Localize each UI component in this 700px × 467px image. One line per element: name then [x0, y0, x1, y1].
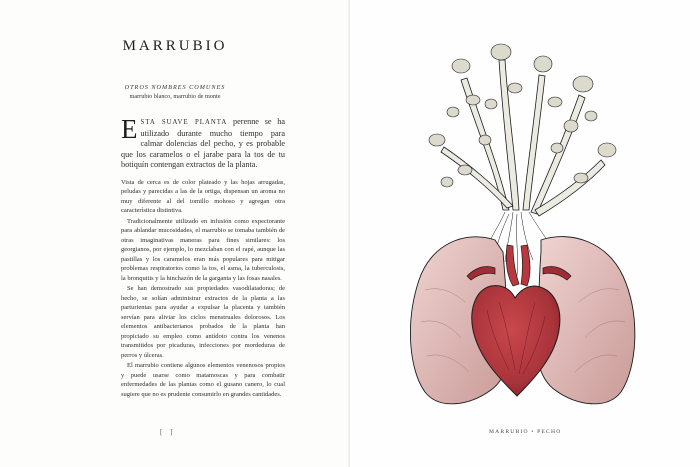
horehound-heart-lungs-illustration: [395, 40, 655, 420]
body-text: [121, 114, 285, 399]
common-names-label: OTROS NOMBRES COMUNES: [124, 84, 226, 91]
paragraph-2: Tradicionalmente utilizado en infusión como expectorante para ablandar mucosidades, el marrubio se tomaba también de otras imaginativas maneras para fines similares: los georgianos, por ejemplo, lo mezclaban con el rapé, aunque las pastillas y los caramelos eran más populares para mitigar problemas respiratorios como la tos, el asma, la tuberculosis, la bronquitis y la hinchazón de la garganta y las fosas nasales.: [121, 217, 285, 282]
running-footer: MARRUBIO • PECHO: [489, 429, 562, 435]
paragraph-1: Vista de cerca es de color plateado y las hojas arrugadas, peludas y parecidas a las de la ortiga, dispensan un aroma no muy diferente al del tomillo mohoso y agregan otra característica distintiva.: [121, 178, 285, 214]
paragraph-3: Se han demostrado sus propiedades vasodilatadoras; de hecho, se solían administrar extractos de la planta a las parturientas para ayudar a expulsar la placenta y también servían para aliviar los ciclos menstruales dolorosos. Los elementos antibacterianos probados de la planta han propiciado su empleo como antídoto contra los venenos transmitidos por picaduras, infecciones por mordeduras de perros y úlceras.: [121, 285, 285, 359]
common-names-block: [0, 84, 350, 100]
common-names-value: marrubio blanco, marrubio de monte: [129, 93, 221, 100]
page-number: [ ]: [160, 428, 176, 436]
intro-text: perenne se ha utilizado durante mucho tiempo para calmar dolencias del pecho, y es probable que los caramelos o el jarabe para la tos de tu botiquín contengan extractos de la planta.: [121, 117, 285, 169]
drop-cap: E: [121, 114, 138, 144]
plant-leaves: [429, 44, 616, 187]
paragraph-4: El marrubio contiene algunos elementos venenosos propios y puede usarse como matamoscas y para combatir enfermedades de las plantas como el gusano canero, lo cual sugiere que no es prudente consumirlo en grandes cantidades.: [121, 362, 285, 398]
intro-paragraph: [121, 114, 285, 171]
intro-smallcaps: STA SUAVE PLANTA: [140, 119, 228, 126]
page-title: MARRUBIO: [122, 38, 228, 54]
